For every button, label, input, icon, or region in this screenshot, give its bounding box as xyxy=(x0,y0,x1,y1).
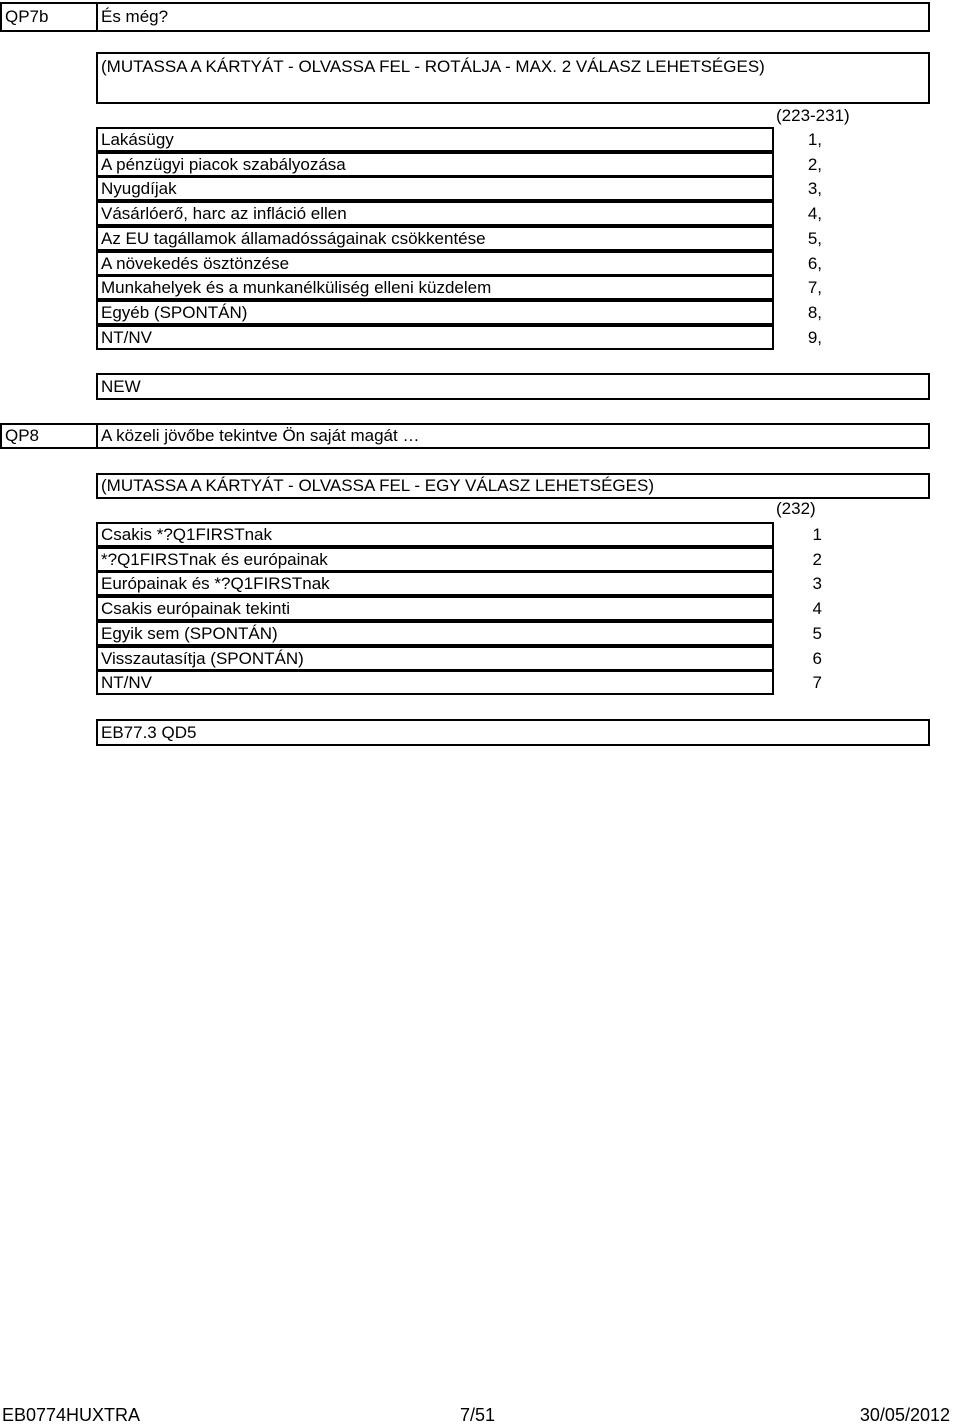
answer-option-label: Nyugdíjak xyxy=(101,179,177,199)
answer-option-code: 7 xyxy=(812,673,822,693)
answer-option-row xyxy=(96,275,774,300)
answer-option-code: 1 xyxy=(812,525,822,544)
answer-option-label: NT/NV xyxy=(101,673,152,693)
qp8-instruction-box xyxy=(96,473,930,499)
qp7b-instruction-box xyxy=(96,52,930,104)
answer-option-row xyxy=(96,152,774,177)
answer-option-code: 3, xyxy=(807,179,822,199)
instruction-text: (MUTASSA A KÁRTYÁT - OLVASSA FEL - ROTÁLJA - MAX. 2 VÁLASZ LEHETSÉGES) xyxy=(101,57,765,76)
answer-option-label: Csakis *?Q1FIRSTnak xyxy=(101,525,272,544)
answer-option-label: Vásárlóerő, harc az infláció ellen xyxy=(101,204,347,224)
answer-option-code: 4, xyxy=(807,204,822,224)
answer-option-row xyxy=(96,522,774,547)
question-id: QP8 xyxy=(5,426,40,445)
note-text: EB77.3 QD5 xyxy=(101,723,197,742)
answer-option-label: Munkahelyek és a munkanélküliség elleni küzdelem xyxy=(101,278,492,298)
answer-option-label: Az EU tagállamok államadósságainak csökkentése xyxy=(101,228,486,248)
answer-option-label: Visszautasítja (SPONTÁN) xyxy=(101,648,304,668)
answer-option-label: Csakis európainak tekinti xyxy=(101,599,290,619)
answer-option-code: 2, xyxy=(807,154,822,174)
qp8-note-box xyxy=(96,719,930,746)
instruction-text: (MUTASSA A KÁRTYÁT - OLVASSA FEL - EGY VÁLASZ LEHETSÉGES) xyxy=(101,476,654,495)
answer-option-label: Egyik sem (SPONTÁN) xyxy=(101,623,278,643)
answer-option-code: 7, xyxy=(807,278,822,298)
answer-option-row xyxy=(96,176,774,201)
answer-option-code: 5, xyxy=(807,228,822,248)
answer-option-code: 4 xyxy=(812,599,822,619)
answer-option-code: 2 xyxy=(812,549,822,569)
qp7b-question-cell xyxy=(96,2,930,32)
answer-option-label: Lakásügy xyxy=(101,130,174,149)
answer-option-label: A növekedés ösztönzése xyxy=(101,253,290,273)
answer-option-row xyxy=(96,251,774,276)
answer-option-code: 3 xyxy=(812,574,822,594)
answer-option-row xyxy=(96,621,774,646)
answer-option-row xyxy=(96,201,774,226)
answer-option-label: *?Q1FIRSTnak és európainak xyxy=(101,549,328,569)
answer-option-code: 6, xyxy=(807,253,822,273)
answer-option-row xyxy=(96,547,774,572)
answer-option-code: 5 xyxy=(812,623,822,643)
answer-option-label: A pénzügyi piacok szabályozása xyxy=(101,154,346,174)
footer-date: 30/05/2012 xyxy=(859,1405,950,1425)
question-id: QP7b xyxy=(5,7,49,26)
qp7b-note-box xyxy=(96,373,930,400)
answer-option-row xyxy=(96,646,774,671)
question-text: És még? xyxy=(101,7,169,26)
footer-doc-code: EB0774HUXTRA xyxy=(2,1405,141,1425)
answer-option-row xyxy=(96,571,774,596)
answer-option-code: 8, xyxy=(807,302,822,322)
answer-option-row xyxy=(96,127,774,152)
qp8-id-cell xyxy=(0,423,98,449)
answer-option-label: NT/NV xyxy=(101,327,152,347)
answer-option-row xyxy=(96,325,774,350)
question-text: A közeli jövőbe tekintve Ön saját magát … xyxy=(101,426,420,445)
answer-option-row xyxy=(96,596,774,621)
answer-option-row xyxy=(96,226,774,251)
answer-option-code: 9, xyxy=(807,327,822,347)
footer-page-number: 7/51 xyxy=(460,1405,496,1425)
answer-option-row xyxy=(96,670,774,695)
answer-option-code: 1, xyxy=(807,130,822,149)
qp8-code-range: (232) xyxy=(776,499,816,518)
answer-option-label: Egyéb (SPONTÁN) xyxy=(101,302,248,322)
note-text: NEW xyxy=(101,377,141,396)
answer-option-code: 6 xyxy=(812,648,822,668)
qp7b-code-range: (223-231) xyxy=(776,106,850,125)
answer-option-row xyxy=(96,300,774,325)
qp7b-id-cell xyxy=(0,2,98,32)
qp8-question-cell xyxy=(96,423,930,449)
answer-option-label: Európainak és *?Q1FIRSTnak xyxy=(101,574,330,594)
